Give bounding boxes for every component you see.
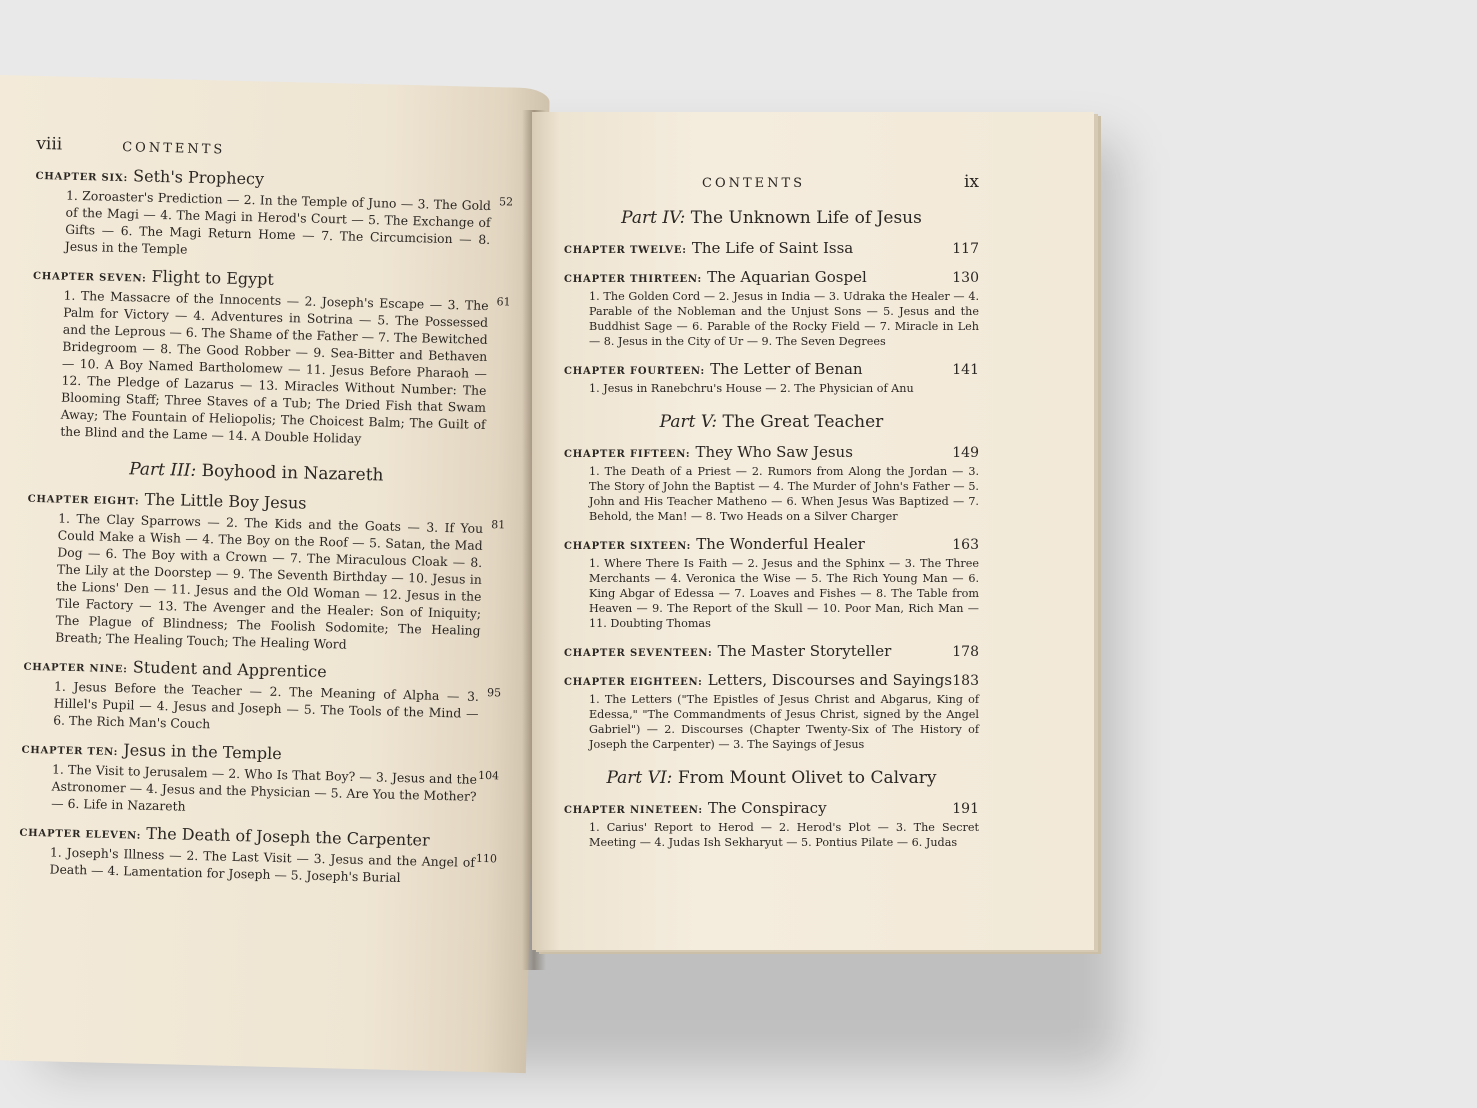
chapter-title: Letters, Discourses and Sayings: [707, 671, 953, 689]
chapter-page-number: 178: [952, 644, 979, 660]
toc-entry: [34, 164, 514, 265]
chapter-sections: 1. The Letters ("The Epistles of Jesus Christ and Abgarus, King of Edessa," "The Commandments of Jesus Christ, signed by the Angel Gabriel") — 2. Discourses (Chapter Twenty-Six of The History of Joseph the Carpenter) — 3. The Sayings of Jesus: [589, 693, 979, 751]
toc-entry: [564, 670, 979, 752]
toc-entry: [564, 641, 979, 660]
chapter-title: Student and Apprentice: [132, 657, 327, 682]
page-number-right: ix: [963, 172, 979, 192]
chapter-title: The Aquarian Gospel: [707, 268, 867, 286]
chapter-sections: 1. Jesus in Ranebchru's House — 2. The Physician of Anu: [589, 382, 914, 395]
running-head-left: CONTENTS: [122, 140, 226, 158]
chapter-sections: 1. The Golden Cord — 2. Jesus in India — 3. Udraka the Healer — 4. Parable of the Nobleman and the Unjust Sons — 5. Jesus and the Buddhist Sage — 6. Parable of the Rocky Field — 7. Miracle in Leh — 8. Jesus in the City of Ur — 9. The Seven Degrees: [589, 290, 979, 348]
chapter-sections: 1. The Death of a Priest — 2. Rumors from Along the Jordan — 3. The Story of John the Baptist — 4. The Murder of John's Father — 5. John and His Teacher Matheno — 6. When Jesus Was Baptized — 7. Behold, the Man! — 8. Two Heads on a Silver Charger: [589, 465, 979, 523]
chapter-sections: 1. Jesus Before the Teacher — 2. The Meaning of Alpha — 3. Hillel's Pupil — 4. Jesus and Joseph — 5. The Tools of the Mind — 6. The Rich Man's Couch: [53, 678, 480, 732]
chapter-page-number: 61: [496, 295, 511, 309]
toc-entry: [24, 487, 506, 656]
chapter-page-number: 191: [952, 801, 979, 817]
chapter-page-number: 117: [952, 241, 979, 257]
chapter-page-number: 110: [475, 851, 498, 866]
part-title: The Great Teacher: [722, 412, 884, 432]
chapter-label: CHAPTER SIX:: [35, 170, 129, 185]
part-label: Part VI:: [606, 768, 673, 788]
left-header: [36, 134, 492, 165]
chapter-sections: 1. The Clay Sparrows — 2. The Kids and the Goats — 3. If You Could Make a Wish — 4. The Boy on the Roof — 5. Satan, the Mad Dog — 6. The Boy with a Crown — 7. The Miraculous Cloak — 8. The Lily at the Doorstep — 9. The Seventh Birthday — 10. Jesus in the Lions' Den — 11. Jesus and the Old Woman — 12. Jesus in the Tile Factory — 13. The Avenger and the Healer: Son of Iniquity; The Plague of Blindness; The Foolish Sodomite; The Healing Breath; The Healing Touch; The Healing Word: [55, 510, 484, 652]
toc-entry: [564, 798, 979, 850]
chapter-title: The Life of Saint Issa: [691, 239, 854, 257]
left-page: [0, 75, 550, 1073]
chapter-sections: 1. Carius' Report to Herod — 2. Herod's Plot — 3. The Secret Meeting — 4. Judas Ish Sekharyut — 5. Pontius Pilate — 6. Judas: [589, 821, 979, 849]
chapter-page-number: 104: [477, 768, 500, 783]
chapter-label: CHAPTER FOURTEEN:: [564, 366, 705, 377]
chapter-page-number: 81: [491, 518, 506, 532]
chapter-title: Seth's Prophecy: [132, 166, 265, 189]
chapter-heading: [564, 359, 979, 378]
chapter-label: CHAPTER NINETEEN:: [564, 805, 703, 816]
part-label: Part V:: [659, 412, 718, 432]
chapter-page-number: 163: [952, 537, 979, 553]
toc-entry: [20, 738, 500, 822]
chapter-title: The Master Storyteller: [717, 642, 892, 660]
chapter-page-number: 183: [952, 673, 979, 689]
page-number-left: viii: [36, 133, 63, 155]
chapter-label: CHAPTER THIRTEEN:: [564, 274, 703, 285]
chapter-label: CHAPTER TEN:: [21, 744, 119, 759]
part-title: Boyhood in Nazareth: [201, 461, 384, 486]
toc-entry: [564, 359, 979, 396]
toc-entry: [564, 534, 979, 631]
chapter-label: CHAPTER ELEVEN:: [19, 827, 142, 842]
chapter-label: CHAPTER SEVEN:: [32, 270, 147, 285]
chapter-label: CHAPTER EIGHT:: [27, 493, 140, 508]
part-four-heading: [564, 208, 979, 228]
part-three-heading: [28, 457, 484, 488]
part-title: The Unknown Life of Jesus: [690, 208, 922, 228]
chapter-label: CHAPTER EIGHTEEN:: [564, 677, 703, 688]
toc-entry: [22, 655, 502, 739]
chapter-title: Jesus in the Temple: [123, 740, 282, 764]
chapter-page-number: 141: [952, 362, 979, 378]
part-label: Part III:: [128, 459, 197, 481]
chapter-title: They Who Saw Jesus: [695, 443, 853, 461]
right-page: [532, 112, 1094, 950]
chapter-page-number: 52: [498, 195, 514, 209]
chapter-sections: 1. The Massacre of the Innocents — 2. Joseph's Escape — 3. The Palm for Victory — 4. Adventures in Sotrina — 5. The Possessed and the Leprous — 6. The Shame of the Father — 7. The Bewitched Bridegroom — 8. The Good Robber — 9. Sea-Bitter and Bethaven — 10. A Boy Named Bartholomew — 11. Jesus Before Pharaoh — 12. The Pledge of Lazarus — 13. Miracles Without Number: The Blooming Staff; Three Staves of a Tub; The Dried Fish that Swam Away; The Fountain of Heliopolis; The Choicest Balm; The Guilt of the Blind and the Lame — 14. A Double Holiday: [60, 287, 489, 446]
chapter-page-number: 95: [486, 686, 502, 700]
part-label: Part IV:: [621, 208, 686, 228]
toc-entry: [29, 264, 511, 450]
chapter-title: Flight to Egypt: [151, 266, 275, 289]
part-six-heading: [564, 768, 979, 788]
toc-entry: [564, 267, 979, 349]
chapter-page-number: 130: [952, 270, 979, 286]
part-title: From Mount Olivet to Calvary: [677, 768, 937, 788]
toc-entry: [18, 821, 498, 888]
chapter-heading: [564, 238, 979, 257]
chapter-page-number: 149: [952, 445, 979, 461]
chapter-heading: [564, 641, 979, 660]
chapter-title: The Death of Joseph the Carpenter: [146, 823, 430, 850]
toc-entry: [564, 238, 979, 257]
chapter-label: CHAPTER SEVENTEEN:: [564, 648, 713, 659]
right-header: [564, 172, 979, 192]
chapter-title: The Letter of Benan: [710, 360, 863, 378]
chapter-sections: 1. Where There Is Faith — 2. Jesus and the Sphinx — 3. The Three Merchants — 4. Veronica the Wise — 5. The Rich Young Man — 6. King Abgar of Edessa — 7. Loaves and Fishes — 8. The Table from Heaven — 9. The Report of the Skull — 10. Poor Man, Rich Man — 11. Doubting Thomas: [589, 557, 979, 630]
chapter-label: CHAPTER SIXTEEN:: [564, 541, 692, 552]
chapter-heading: [564, 798, 979, 817]
chapter-label: CHAPTER NINE:: [23, 661, 128, 676]
chapter-label: CHAPTER TWELVE:: [564, 245, 687, 256]
chapter-label: CHAPTER FIFTEEN:: [564, 449, 691, 460]
chapter-heading: [564, 442, 979, 461]
toc-entry: [564, 442, 979, 524]
chapter-heading: [564, 670, 979, 689]
chapter-title: The Little Boy Jesus: [144, 489, 307, 513]
chapter-sections: 1. Zoroaster's Prediction — 2. In the Temple of Juno — 3. The Gold of the Magi — 4. The Magi in Herod's Court — 5. The Exchange of Gifts — 6. The Magi Return Home — 7. The Circumcision — 8. Jesus in the Temple: [64, 187, 492, 257]
part-five-heading: [564, 412, 979, 432]
chapter-title: The Conspiracy: [707, 799, 827, 817]
chapter-sections: 1. The Visit to Jerusalem — 2. Who Is That Boy? — 3. Jesus and the Astronomer — 4. Jesus and the Physician — 5. Are You the Mother? — 6. Life in Nazareth: [51, 761, 478, 814]
chapter-heading: [564, 267, 979, 286]
chapter-heading: [564, 534, 979, 553]
chapter-title: The Wonderful Healer: [696, 535, 865, 553]
running-head-right: CONTENTS: [702, 176, 806, 191]
chapter-sections: 1. Joseph's Illness — 2. The Last Visit — 3. Jesus and the Angel of Death — 4. Lamentation for Joseph — 5. Joseph's Burial: [49, 844, 476, 886]
